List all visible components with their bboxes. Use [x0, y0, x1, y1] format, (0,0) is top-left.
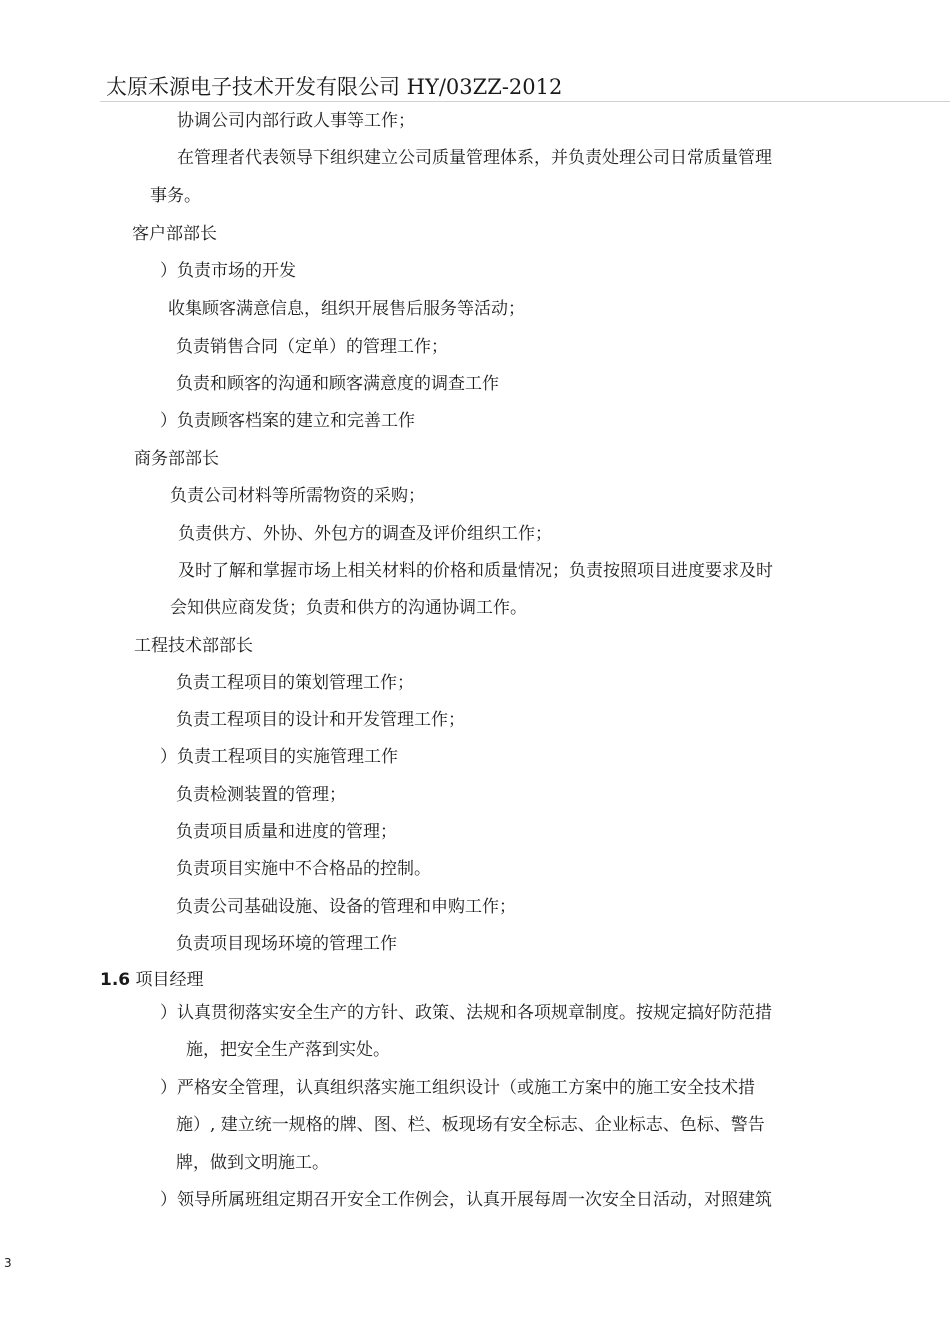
body-line: 负责公司基础设施、设备的管理和申购工作； [176, 897, 516, 917]
body-line: 负责项目质量和进度的管理； [176, 822, 397, 842]
body-line: 施，把安全生产落到实处。 [186, 1040, 390, 1060]
section-number: 1.6 [100, 970, 131, 990]
body-line: 负责公司材料等所需物资的采购； [170, 486, 425, 506]
body-line: 及时了解和掌握市场上相关材料的价格和质量情况；负责按照项目进度要求及时 [178, 561, 773, 581]
section-heading [100, 968, 204, 992]
body-line: ）负责顾客档案的建立和完善工作 [160, 411, 415, 431]
body-line: 负责和顾客的沟通和顾客满意度的调查工作 [176, 374, 499, 394]
body-line: 负责销售合同（定单）的管理工作； [176, 337, 448, 357]
page-number: 3 [4, 1256, 12, 1270]
body-line: ）负责市场的开发 [160, 261, 296, 281]
body-line: 负责供方、外协、外包方的调查及评价组织工作； [178, 524, 552, 544]
body-line: ）严格安全管理，认真组织落实施工组织设计（或施工方案中的施工安全技术措 [160, 1078, 755, 1098]
header-divider [100, 101, 950, 102]
section-title: 项目经理 [135, 970, 204, 990]
body-line: 负责工程项目的设计和开发管理工作； [176, 710, 465, 730]
body-line: 施）, 建立统一规格的牌、图、栏、板现场有安全标志、企业标志、色标、警告 [176, 1115, 765, 1135]
body-line: 收集顾客满意信息，组织开展售后服务等活动； [168, 299, 525, 319]
body-line: ）领导所属班组定期召开安全工作例会，认真开展每周一次安全日活动，对照建筑 [160, 1190, 772, 1210]
body-line: 协调公司内部行政人事等工作； [177, 111, 415, 131]
document-header: 太原禾源电子技术开发有限公司 HY/03ZZ-2012 [106, 75, 563, 99]
body-line: 在管理者代表领导下组织建立公司质量管理体系，并负责处理公司日常质量管理 [177, 148, 772, 168]
body-line: 负责工程项目的策划管理工作； [176, 673, 414, 693]
role-heading-customer: 客户部部长 [132, 224, 217, 244]
body-line: 负责项目现场环境的管理工作 [176, 934, 397, 954]
body-line: ）认真贯彻落实安全生产的方针、政策、法规和各项规章制度。按规定搞好防范措 [160, 1003, 772, 1023]
body-line: ）负责工程项目的实施管理工作 [160, 747, 398, 767]
body-line: 事务。 [150, 186, 201, 206]
role-heading-engineering: 工程技术部部长 [134, 636, 253, 656]
body-line: 会知供应商发货；负责和供方的沟通协调工作。 [170, 598, 527, 618]
body-line: 负责检测装置的管理； [176, 785, 346, 805]
body-line: 负责项目实施中不合格品的控制。 [176, 859, 431, 879]
role-heading-commerce: 商务部部长 [134, 449, 219, 469]
body-line: 牌，做到文明施工。 [176, 1153, 329, 1173]
